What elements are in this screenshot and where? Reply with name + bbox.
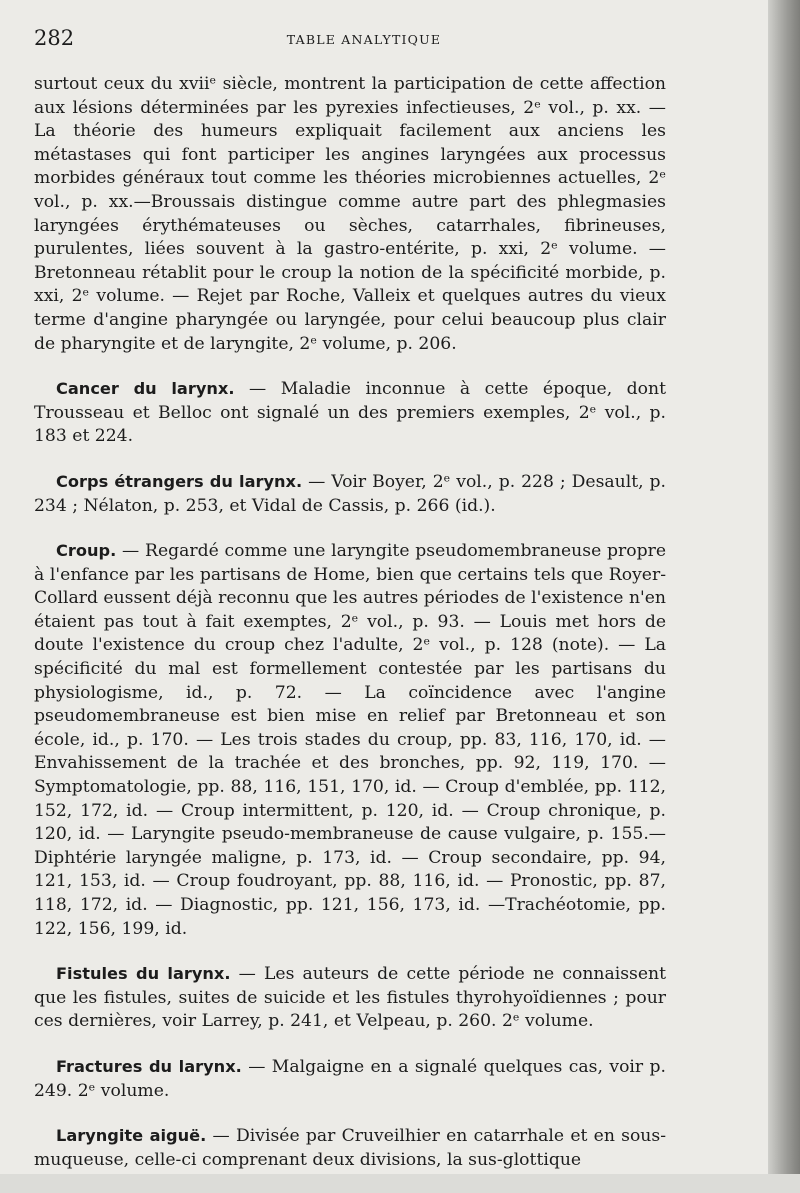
book-spine-edge [768,0,800,1174]
entry-text: — Regardé comme une laryngite pseudomembraneuse propre à l'enfance par les partisans de Home, bien que certains tels que Royer-Collard eussent déjà reconnu que les autres périodes de l'existence n'en étaient pas tout à fait exemptes, 2ᵉ vol., p. 93. — Louis met hors de doute l'existence du croup chez l'adulte, 2ᵉ vol., p. 128 (note). — La spécificité du mal est formellement contestée par les partisans du physiologisme, id., p. 72. — La coïncidence avec l'angine pseudomembraneuse est bien mise en relief par Bretonneau et son école, id., p. 170. — Les trois stades du croup, pp. 83, 116, 170, id. — Envahissement de la trachée et des bronches, pp. 92, 119, 170. — Symptomatologie, pp. 88, 116, 151, 170, id. — Croup d'emblée, pp. 112, 152, 172, id. — Croup intermittent, p. 120, id. — Croup chronique, p. 120, id. — Laryngite pseudo-membraneuse de cause vulgaire, p. 155.— Diphtérie laryngée maligne, p. 173, id. — Croup secondaire, pp. 94, 121, 153, id. — Croup foudroyant, pp. 88, 116, id. — Pronostic, pp. 87, 118, 172, id. — Diagnostic, pp. 121, 156, 173, id. —Trachéotomie, pp. 122, 156, 199, id. [34,541,666,939]
entry-term: Corps étrangers du larynx. [56,471,303,491]
entry-term: Laryngite aiguë. [56,1126,207,1146]
entry-term: Cancer du larynx. [56,379,235,399]
running-head: TABLE ANALYTIQUE [286,32,442,47]
entry-corps-etrangers [34,470,666,518]
entry-fractures-du-larynx [34,1055,666,1103]
entry-text: — Les auteurs de cette période ne connaissent que les fistules, suites de suicide et les fistules thyrohyoïdiennes ; pour ces dernières, voir Larrey, p. 241, et Velpeau, p. 260. 2ᵉ volume. [34,964,666,1032]
entry-term: Fractures du larynx. [56,1056,242,1076]
page-body [34,73,666,1193]
entry-fistules-du-larynx [34,962,666,1034]
entry-text: — Voir Boyer, 2ᵉ vol., p. 228 ; Desault, p. 234 ; Nélaton, p. 253, et Vidal de Cassis, p. 266 (id.). [34,471,666,516]
entry-text: — Divisée par Cruveilhier en catarrhale et en sous-muqueuse, celle-ci comprenant deux divisions, la sus-glottique [34,1126,667,1170]
entry-text: — Malgaigne en a signalé quelques cas, voir p. 249. 2ᵉ volume. [34,1056,667,1101]
entry-croup [34,539,666,941]
entry-text: — Maladie inconnue à cette époque, dont Trousseau et Belloc ont signalé un des premiers exemples, 2ᵉ vol., p. 183 et 224. [34,379,666,447]
page-header [34,26,734,56]
page-number: 282 [34,26,75,50]
intro-paragraph: surtout ceux du xviiᵉ siècle, montrent la participation de cette affection aux lésions déterminées par les pyrexies infectieuses, 2ᵉ vol., p. xx. — La théorie des humeurs expliquait facilement aux anciens les métastases qui font participer les angines laryngées aux processus morbides généraux tout comme les théories microbiennes actuelles, 2ᵉ vol., p. xx.—Broussais distingue comme autre part des phlegmasies laryngées érythémateuses ou sèches, catarrhales, fibrineuses, purulentes, liées souvent à la gastro-entérite, p. xxi, 2ᵉ volume. — Bretonneau rétablit pour le croup la notion de la spécificité morbide, p. xxi, 2ᵉ volume. — Rejet par Roche, Valleix et quelques autres du vieux terme d'angine pharyngée ou laryngée, pour celui beaucoup plus clair de pharyngite et de laryngite, 2ᵉ volume, p. 206. [34,74,666,354]
entry-cancer-du-larynx [34,377,666,449]
entry-term: Fistules du larynx. [56,964,231,984]
entry-laryngite-aigue [34,1124,666,1172]
entry-term: Croup. [56,541,117,561]
